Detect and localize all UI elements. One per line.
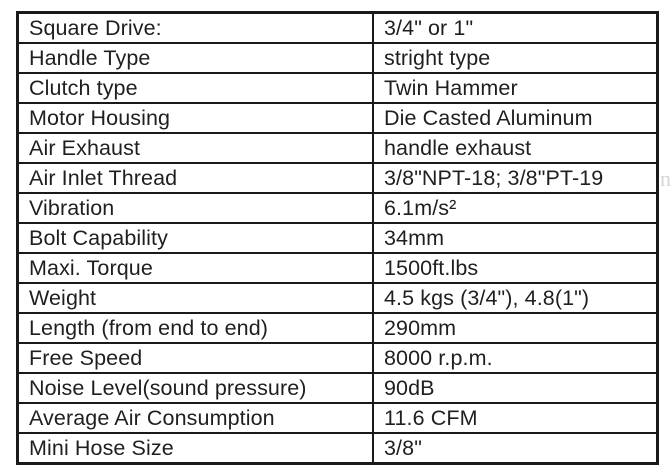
spec-value: 6.1m/s²: [373, 193, 658, 223]
spec-label: Free Speed: [18, 343, 374, 373]
table-row: [18, 403, 658, 433]
table-row: [18, 313, 658, 343]
table-row: [18, 253, 658, 283]
spec-value: 11.6 CFM: [373, 403, 658, 433]
table-row: [18, 193, 658, 223]
spec-label: Noise Level(sound pressure): [18, 373, 374, 403]
spec-table: [16, 11, 659, 465]
spec-value: Die Casted Aluminum: [373, 103, 658, 133]
spec-value: stright type: [373, 43, 658, 73]
table-row: [18, 433, 658, 464]
spec-value: 3/8"NPT-18; 3/8"PT-19: [373, 163, 658, 193]
spec-value: 8000 r.p.m.: [373, 343, 658, 373]
spec-value: 3/8": [373, 433, 658, 464]
spec-value: 34mm: [373, 223, 658, 253]
spec-value: 290mm: [373, 313, 658, 343]
spec-label: Square Drive:: [18, 13, 374, 44]
table-row: [18, 103, 658, 133]
spec-label: Mini Hose Size: [18, 433, 374, 464]
spec-label: Motor Housing: [18, 103, 374, 133]
spec-label: Clutch type: [18, 73, 374, 103]
table-row: [18, 343, 658, 373]
spec-label: Bolt Capability: [18, 223, 374, 253]
spec-value: 3/4" or 1": [373, 13, 658, 44]
spec-value: 90dB: [373, 373, 658, 403]
table-row: [18, 133, 658, 163]
table-row: [18, 73, 658, 103]
spec-value: Twin Hammer: [373, 73, 658, 103]
spec-label: Air Inlet Thread: [18, 163, 374, 193]
spec-value: handle exhaust: [373, 133, 658, 163]
spec-label: Handle Type: [18, 43, 374, 73]
watermark-fragment: n: [660, 166, 671, 191]
table-row: [18, 373, 658, 403]
table-row: [18, 43, 658, 73]
table-row: [18, 283, 658, 313]
table-row: [18, 163, 658, 193]
spec-label: Vibration: [18, 193, 374, 223]
spec-value: 1500ft.lbs: [373, 253, 658, 283]
table-row: [18, 13, 658, 44]
spec-label: Air Exhaust: [18, 133, 374, 163]
table-row: [18, 223, 658, 253]
spec-label: Length (from end to end): [18, 313, 374, 343]
spec-label: Average Air Consumption: [18, 403, 374, 433]
spec-value: 4.5 kgs (3/4"), 4.8(1"): [373, 283, 658, 313]
spec-label: Weight: [18, 283, 374, 313]
spec-label: Maxi. Torque: [18, 253, 374, 283]
